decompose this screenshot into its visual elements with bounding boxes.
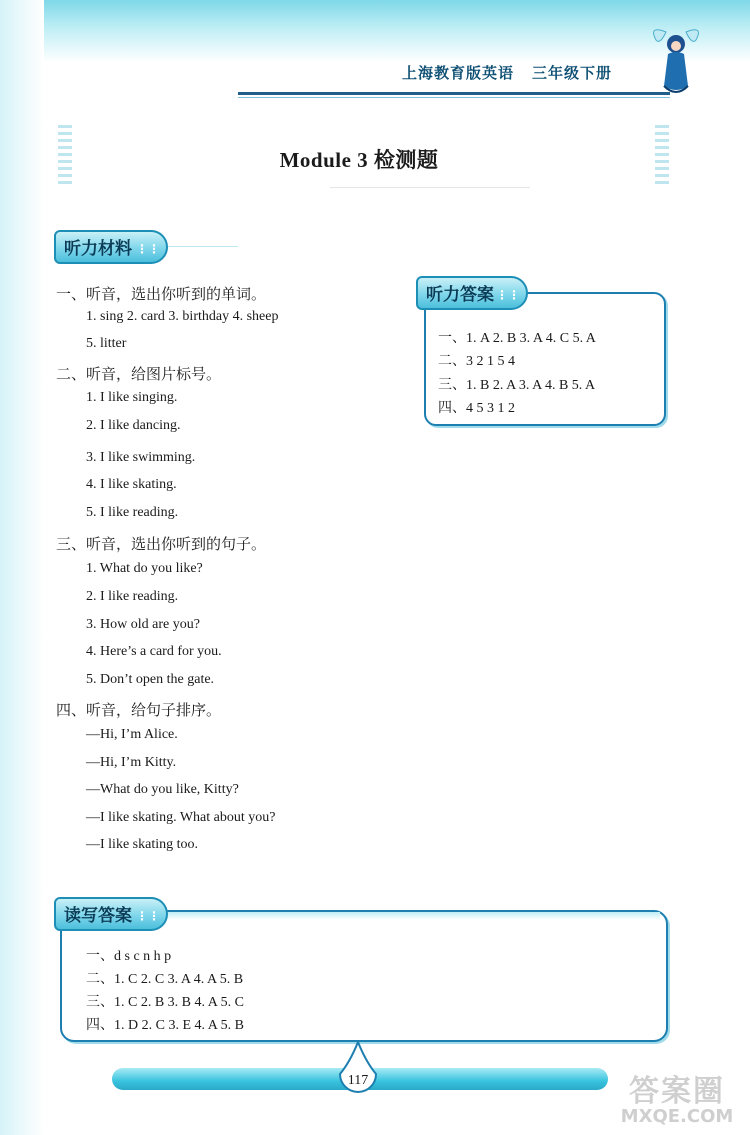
answer-line: 一、1. A 2. B 3. A 4. C 5. A xyxy=(438,331,596,346)
answer-line: 二、3 2 1 5 4 xyxy=(438,354,515,369)
list-item: —What do you like, Kitty? xyxy=(86,782,239,797)
list-item: 4. I like skating. xyxy=(86,477,177,492)
section-3-heading: 三、听音，选出你听到的句子。 xyxy=(56,535,267,553)
list-item: 1. I like singing. xyxy=(86,390,178,405)
listening-material-tag: 听力材料 ⋮⋮ xyxy=(54,230,168,264)
list-item: 4. Here’s a card for you. xyxy=(86,644,222,659)
book-header xyxy=(402,62,652,83)
answer-line: 二、1. C 2. C 3. A 4. A 5. B xyxy=(86,972,244,987)
section-1-heading: 一、听音，选出你听到的单词。 xyxy=(56,285,267,303)
list-item: 5. litter xyxy=(86,336,127,351)
fairy-illustration-icon xyxy=(646,20,706,100)
list-item: 2. I like reading. xyxy=(86,589,179,604)
tag-trail-line xyxy=(168,246,238,247)
list-item: 1. sing 2. card 3. birthday 4. sheep xyxy=(86,309,279,324)
grade-label: 三年级下册 xyxy=(532,64,613,82)
list-item: 3. I like swimming. xyxy=(86,450,196,465)
header-rule xyxy=(238,92,670,95)
list-item: 3. How old are you? xyxy=(86,617,200,632)
box-top-band xyxy=(160,912,660,920)
watermark-url: MXQE.COM xyxy=(620,1106,734,1127)
page-number: 117 xyxy=(347,1073,369,1088)
title-underline xyxy=(330,187,530,188)
answer-line: 一、d s c n h p xyxy=(86,949,172,964)
list-item: 1. What do you like? xyxy=(86,561,203,576)
answer-line: 四、4 5 3 1 2 xyxy=(438,401,515,416)
page-number-drop-icon xyxy=(336,1040,380,1098)
reading-writing-answers-tag: 读写答案 ⋮⋮ xyxy=(54,897,168,931)
answer-line: 三、1. C 2. B 3. B 4. A 5. C xyxy=(86,995,244,1010)
header-rule-thin xyxy=(238,97,670,98)
section-4-heading: 四、听音，给句子排序。 xyxy=(56,701,222,719)
answer-line: 四、1. D 2. C 3. E 4. A 5. B xyxy=(86,1018,244,1033)
list-item: —I like skating too. xyxy=(86,837,198,852)
list-item: —I like skating. What about you? xyxy=(86,810,276,825)
answer-line: 三、1. B 2. A 3. A 4. B 5. A xyxy=(438,378,596,393)
list-item: —Hi, I’m Alice. xyxy=(86,727,178,742)
top-banner xyxy=(0,0,750,62)
watermark xyxy=(612,1066,742,1127)
listening-answers-tag: 听力答案 ⋮⋮ xyxy=(416,276,528,310)
list-item: —Hi, I’m Kitty. xyxy=(86,755,177,770)
section-2-heading: 二、听音，给图片标号。 xyxy=(56,365,222,383)
list-item: 2. I like dancing. xyxy=(86,418,181,433)
watermark-logo: 答案圈 xyxy=(629,1074,725,1109)
list-item: 5. Don’t open the gate. xyxy=(86,672,215,687)
page-title: Module 3 检测题 xyxy=(279,148,439,172)
book-title: 上海教育版英语 xyxy=(402,64,515,82)
list-item: 5. I like reading. xyxy=(86,505,179,520)
